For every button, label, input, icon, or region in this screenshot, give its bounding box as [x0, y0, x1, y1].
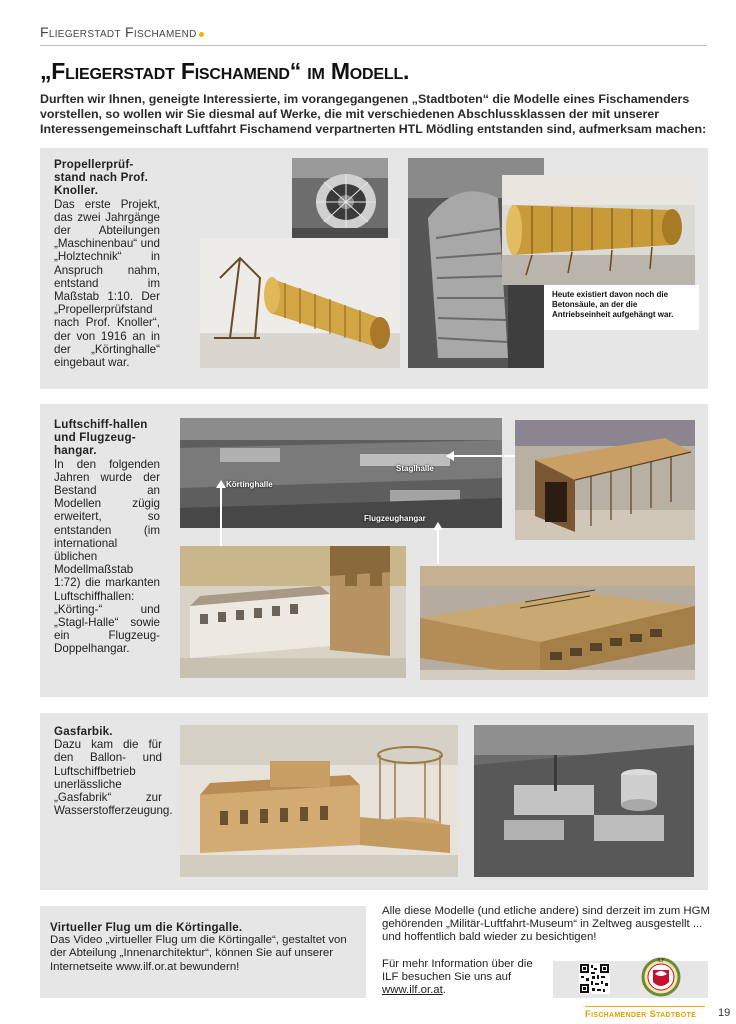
model-flugzeughangar-photo	[420, 566, 695, 680]
hallen-text	[54, 418, 160, 656]
ilf-website-link[interactable]: www.ilf.or.at	[382, 984, 443, 997]
propeller-body: Das erste Projekt, das zwei Jahrgänge der Abteilungen „Maschinenbau“ und „Holztechnik“ in Anspruch nahm, entstand im Maßstab 1:10. Der „Propellerprüfstand nach Prof. Knoller“, der von 1916 an in der „Körtinghalle“ eingebaut war.	[54, 197, 160, 370]
hallen-heading: Luftschiff-hallen und Flugzeug-hangar.	[54, 418, 148, 458]
propeller-heading: Propellerprüf-stand nach Prof. Knoller.	[54, 158, 149, 198]
model-tunnel-exhibit-photo	[502, 175, 695, 285]
info-suffix: .	[442, 984, 446, 997]
ilf-crest-logo	[641, 954, 681, 998]
gas-text	[54, 725, 173, 818]
arrow-head-icon	[433, 522, 443, 530]
info-text: Für mehr Information über die ILF besuchen Sie uns auf	[382, 958, 533, 984]
model-propeller-stand-photo	[200, 238, 400, 368]
header-rule	[40, 45, 707, 46]
gas-heading: Gasfarbik.	[54, 725, 113, 738]
label-staglhalle: Staglhalle	[396, 464, 434, 473]
running-head: Fliegerstadt Fischamend	[40, 24, 204, 40]
logo-box	[553, 961, 708, 998]
info-paragraph	[382, 958, 542, 998]
propeller-caption: Heute existiert davon noch die Betonsäule, an der die Antriebseinheit aufgehängt war.	[552, 290, 674, 319]
label-flugzeughangar: Flugzeughangar	[364, 514, 426, 523]
arrow-stagl	[452, 455, 516, 457]
model-staglhalle-photo	[515, 420, 695, 540]
historic-aerial-photo	[180, 418, 502, 528]
flug-heading: Virtueller Flug um die Körtingalle.	[50, 921, 243, 934]
arrow-hangar	[437, 528, 439, 564]
page-number: 19	[718, 1007, 731, 1019]
gas-body: Dazu kam die für den Ballon- und Luftschiffbetrieb unerlässliche „Gasfabrik“ zur Wasserstofferzeugung.	[54, 738, 173, 818]
yellow-dot-icon	[199, 32, 204, 37]
model-koertinghalle-photo	[180, 546, 406, 678]
hallen-body: In den folgenden Jahren wurde der Bestand an Modellen zügig erweitert, so entstanden (im international üblichen Modellmaßstab 1:72) die markanten Luftschiffhallen: „Körting-“ und „Stagl-Halle“ sowie ein Flugzeug-Doppelhangar.	[54, 457, 160, 656]
page-title: „Fliegerstadt Fischamend“ im Modell.	[40, 58, 410, 84]
label-koertinghalle: Körtinghalle	[226, 480, 273, 489]
ilf-logo-text: ILF	[657, 958, 665, 964]
flug-body: Das Video „virtueller Flug um die Körtingalle“, gestaltet von der Abteilung „Innenarchitektur“, können Sie auf unserer Internetseite www.ilf.or.at bewundern!	[50, 934, 347, 973]
footer-rule	[585, 1006, 705, 1007]
intro-paragraph: Durften wir Ihnen, geneigte Interessierte, im vorangegangenen „Stadtboten“ die Modelle eines Fischamenders vorstellen, so wollen wir Sie diesmal auf Werke, die mit verschiedenen Abschlussklassen der mit unserer Interessengemeinschaft Luftfahrt Fischamend verpartnerten HTL Mödling entstanden sind, aufmerksam machen:	[40, 92, 707, 136]
propeller-text	[54, 158, 160, 369]
model-gasfabrik-photo	[180, 725, 458, 877]
flug-text	[50, 921, 360, 974]
qr-code-icon[interactable]	[579, 963, 610, 994]
closing-paragraph: Alle diese Modelle (und etliche andere) sind derzeit im zum HGM gehörenden „Militär-Luftfahrt-Museum“ in Zeltweg ausgestellt ... und hoffentlich bald wieder zu besichtigen!	[382, 905, 710, 944]
historic-photo-fan	[292, 158, 388, 242]
arrow-head-icon	[446, 451, 454, 461]
arrow-head-icon	[216, 480, 226, 488]
footer-publication-name: Fischamender Stadtbote	[585, 1009, 697, 1020]
historic-photo-gasfabrik	[474, 725, 694, 877]
